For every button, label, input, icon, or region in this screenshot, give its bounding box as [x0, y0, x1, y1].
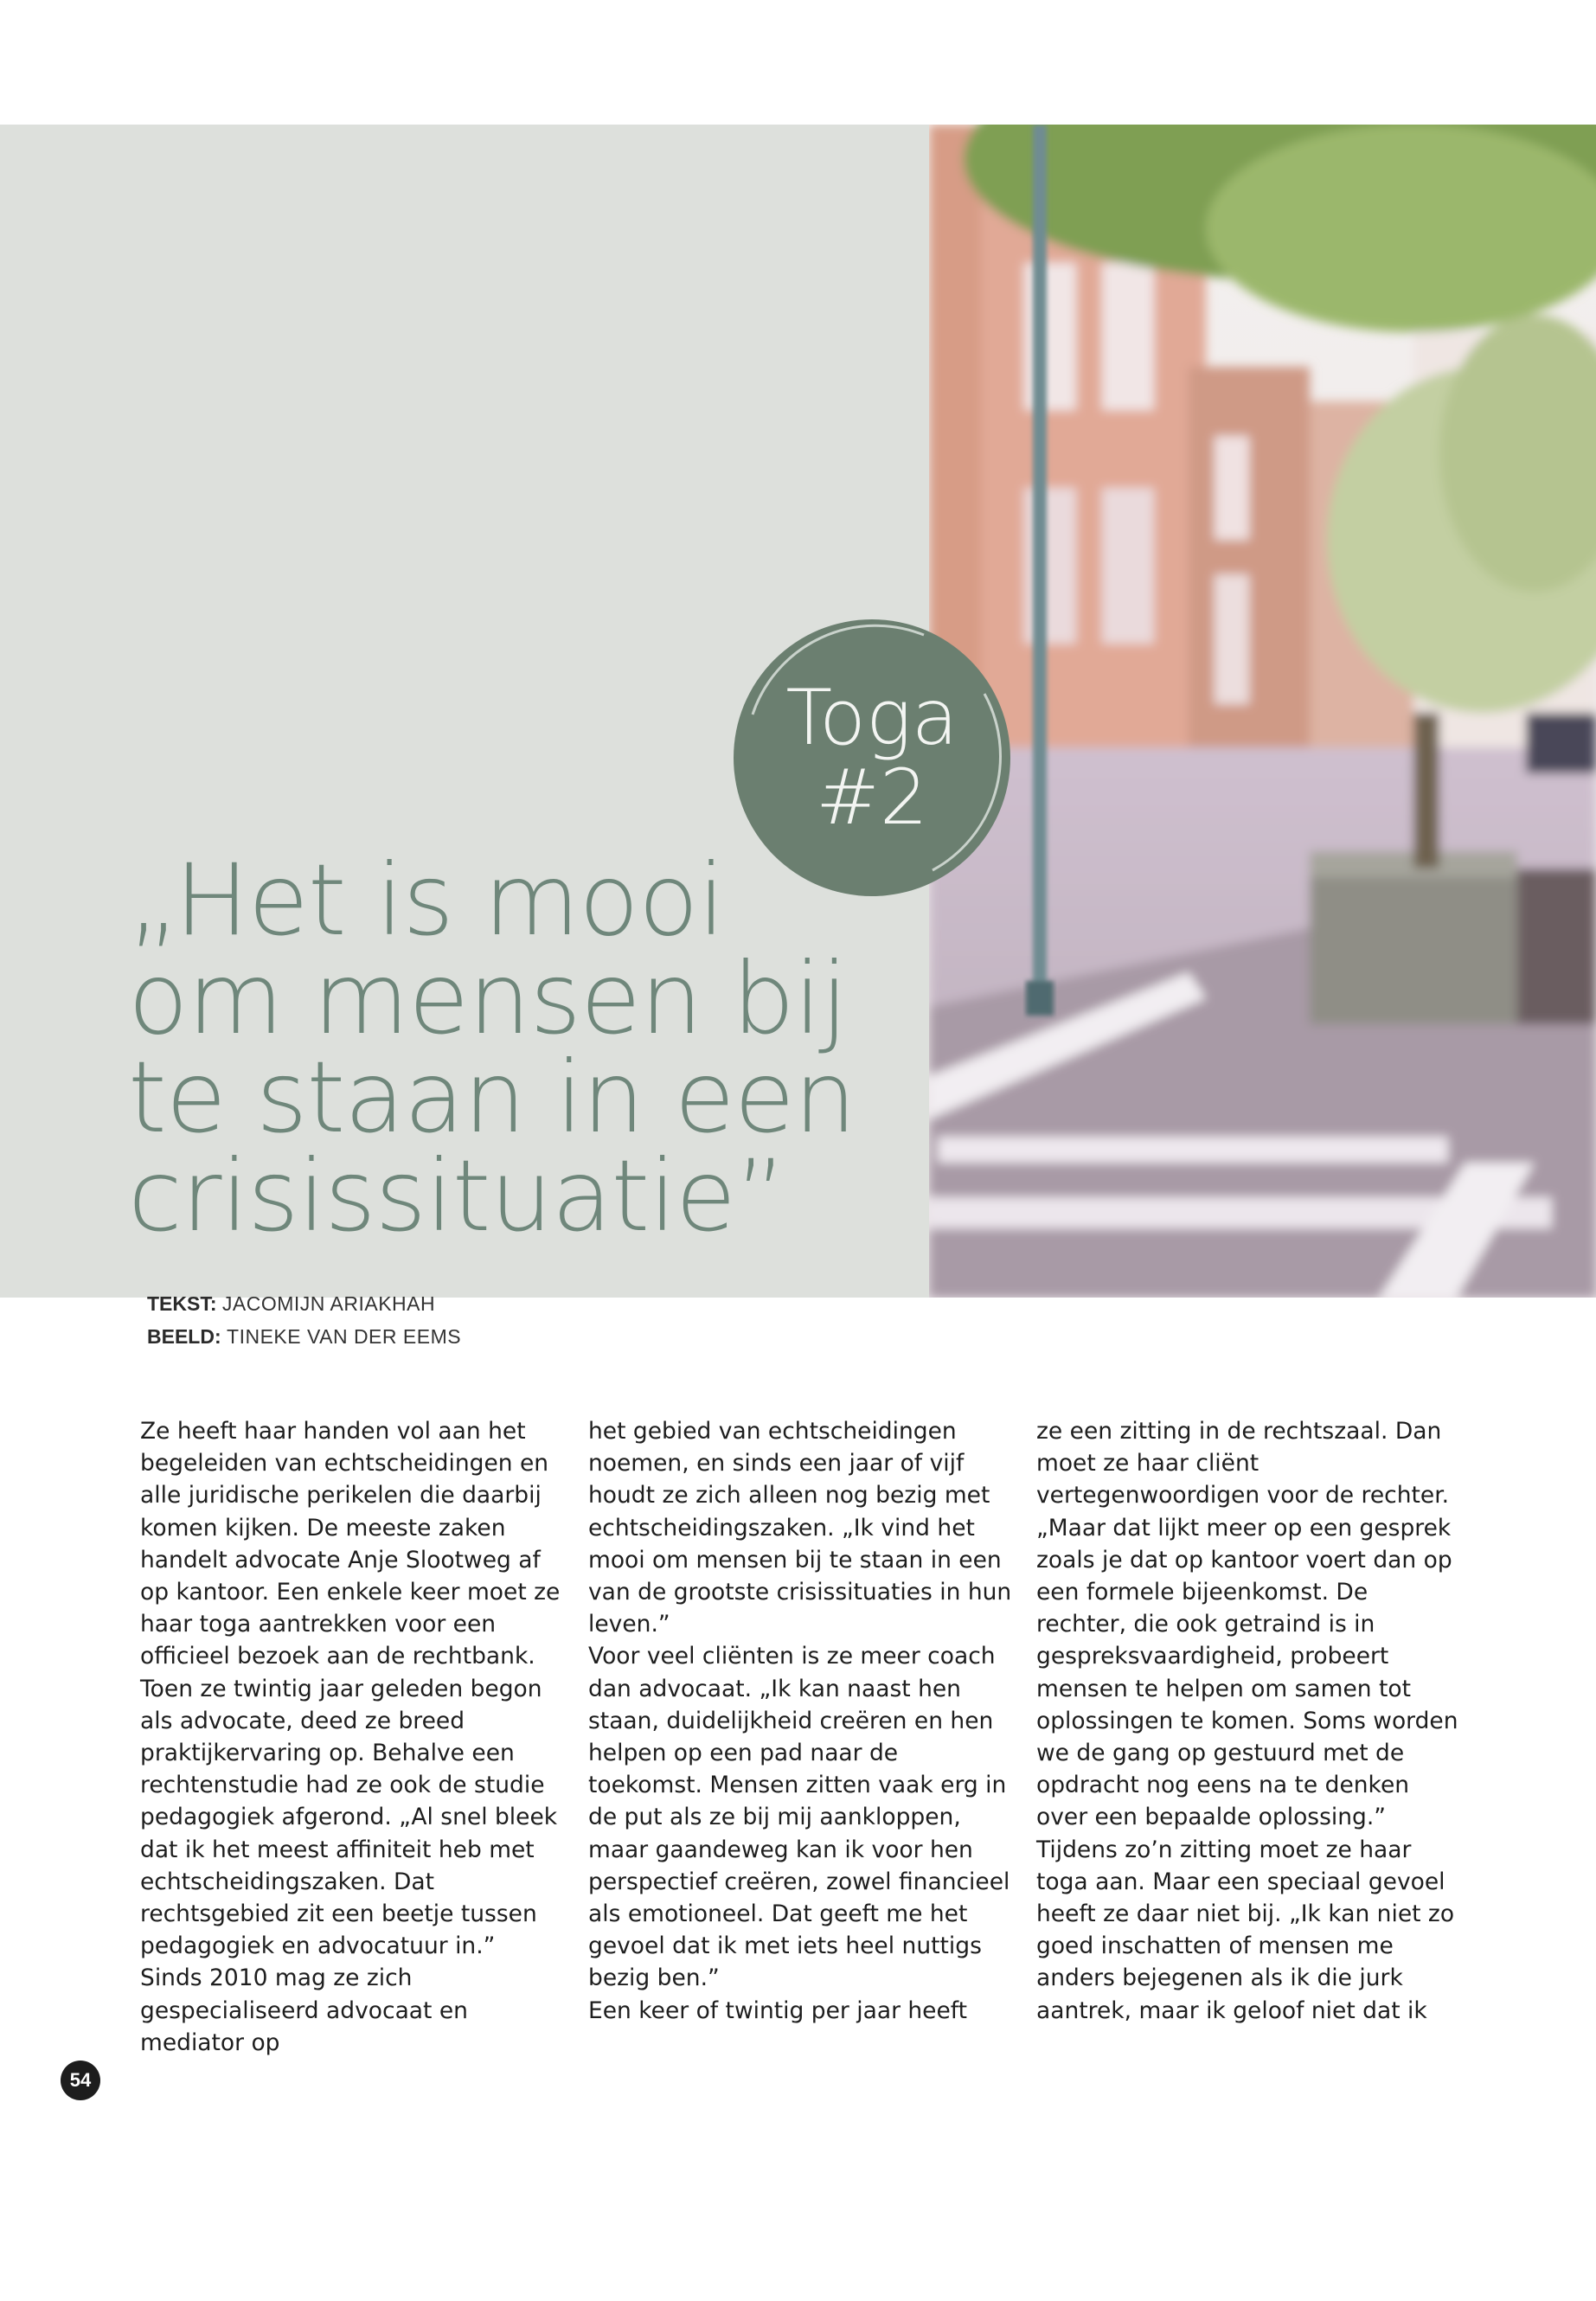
- text-column-2: [588, 1415, 1012, 2027]
- badge-line-1: Toga: [785, 673, 958, 762]
- paragraph: Ze heeft haar handen vol aan het begeleiden van echtscheidingen en alle juridische perikelen die daarbij komen kijken. De meeste zaken handelt advocate Anje Slootweg af op kantoor. Een enkele keer moet ze haar toga aantrekken voor een officieel bezoek aan de rechtbank. Toen ze twintig jaar geleden begon als advocate, deed ze breed praktijkervaring op. Behalve een rechtenstudie had ze ook de studie pedagogiek afgerond. „Al snel bleek dat ik het meest affiniteit heb met echtscheidingszaken. Dat rechtsgebied zit een beetje tussen pedagogiek en advocatuur in.”: [140, 1418, 561, 1960]
- credit-photo-author: TINEKE VAN DER EEMS: [227, 1325, 462, 1348]
- toga-badge: [725, 611, 1019, 905]
- badge-line-2: #2: [816, 753, 928, 842]
- paragraph: Voor veel cliënten is ze meer coach dan advocaat. „Ik kan naast hen staan, duidelijkheid creëren en hen helpen op een pad naar de toekomst. Mensen zitten vaak erg in de put als ze bij mij aankloppen, maar gaandeweg kan ik voor hen perspectief creëren, zowel financieel als emotioneel. Dat geeft me het gevoel dat ik met iets heel nuttigs bezig ben.”: [588, 1643, 1010, 1992]
- credit-photo: [147, 1320, 461, 1353]
- paragraph: Sinds 2010 mag ze zich gespecialiseerd advocaat en mediator op: [140, 1965, 468, 2056]
- credit-photo-label: BEELD:: [147, 1325, 221, 1348]
- credit-text-label: TEKST:: [147, 1292, 217, 1315]
- paragraph: Een keer of twintig per jaar heeft: [588, 1997, 968, 2024]
- badge-label: [725, 673, 1019, 842]
- street-photo: [929, 125, 1596, 1298]
- page-number: 54: [61, 2061, 100, 2100]
- credit-text-author: JACOMIJN ARIAKHAH: [221, 1292, 436, 1315]
- street-photo-illustration: [929, 125, 1596, 1298]
- text-column-1: [140, 1415, 564, 2059]
- hero-section: [0, 125, 1596, 1348]
- text-column-3: [1036, 1415, 1460, 2027]
- headline-quote: „Het is mooi om mensen bij te staan in een crisissituatie”: [128, 843, 856, 1253]
- credit-text: [147, 1287, 461, 1320]
- paragraph: het gebied van echtscheidingen noemen, en sinds een jaar of vijf houdt ze zich alleen nog bezig met echtscheidingszaken. „Ik vind het mooi om mensen bij te staan in een van de grootste crisissituaties in hun leven.”: [588, 1418, 1012, 1638]
- paragraph: Tijdens zo’n zitting moet ze haar toga aan. Maar een speciaal gevoel heeft ze daar niet bij. „Ik kan niet zo goed inschatten of mensen me anders bejegenen als ik die jurk aantrek, maar ik geloof niet dat ik: [1036, 1836, 1455, 2024]
- paragraph: ze een zitting in de rechtszaal. Dan moet ze haar cliënt vertegenwoordigen voor de rechter. „Maar dat lijkt meer op een gesprek zoals je dat op kantoor voert dan op een formele bijeenkomst. De rechter, die ook getraind is in gespreksvaardigheid, probeert mensen te helpen om samen tot oplossingen te komen. Soms worden we de gang op gestuurd met de opdracht nog eens na te denken over een bepaalde oplossing.”: [1036, 1418, 1458, 1831]
- article-credits: [147, 1287, 461, 1353]
